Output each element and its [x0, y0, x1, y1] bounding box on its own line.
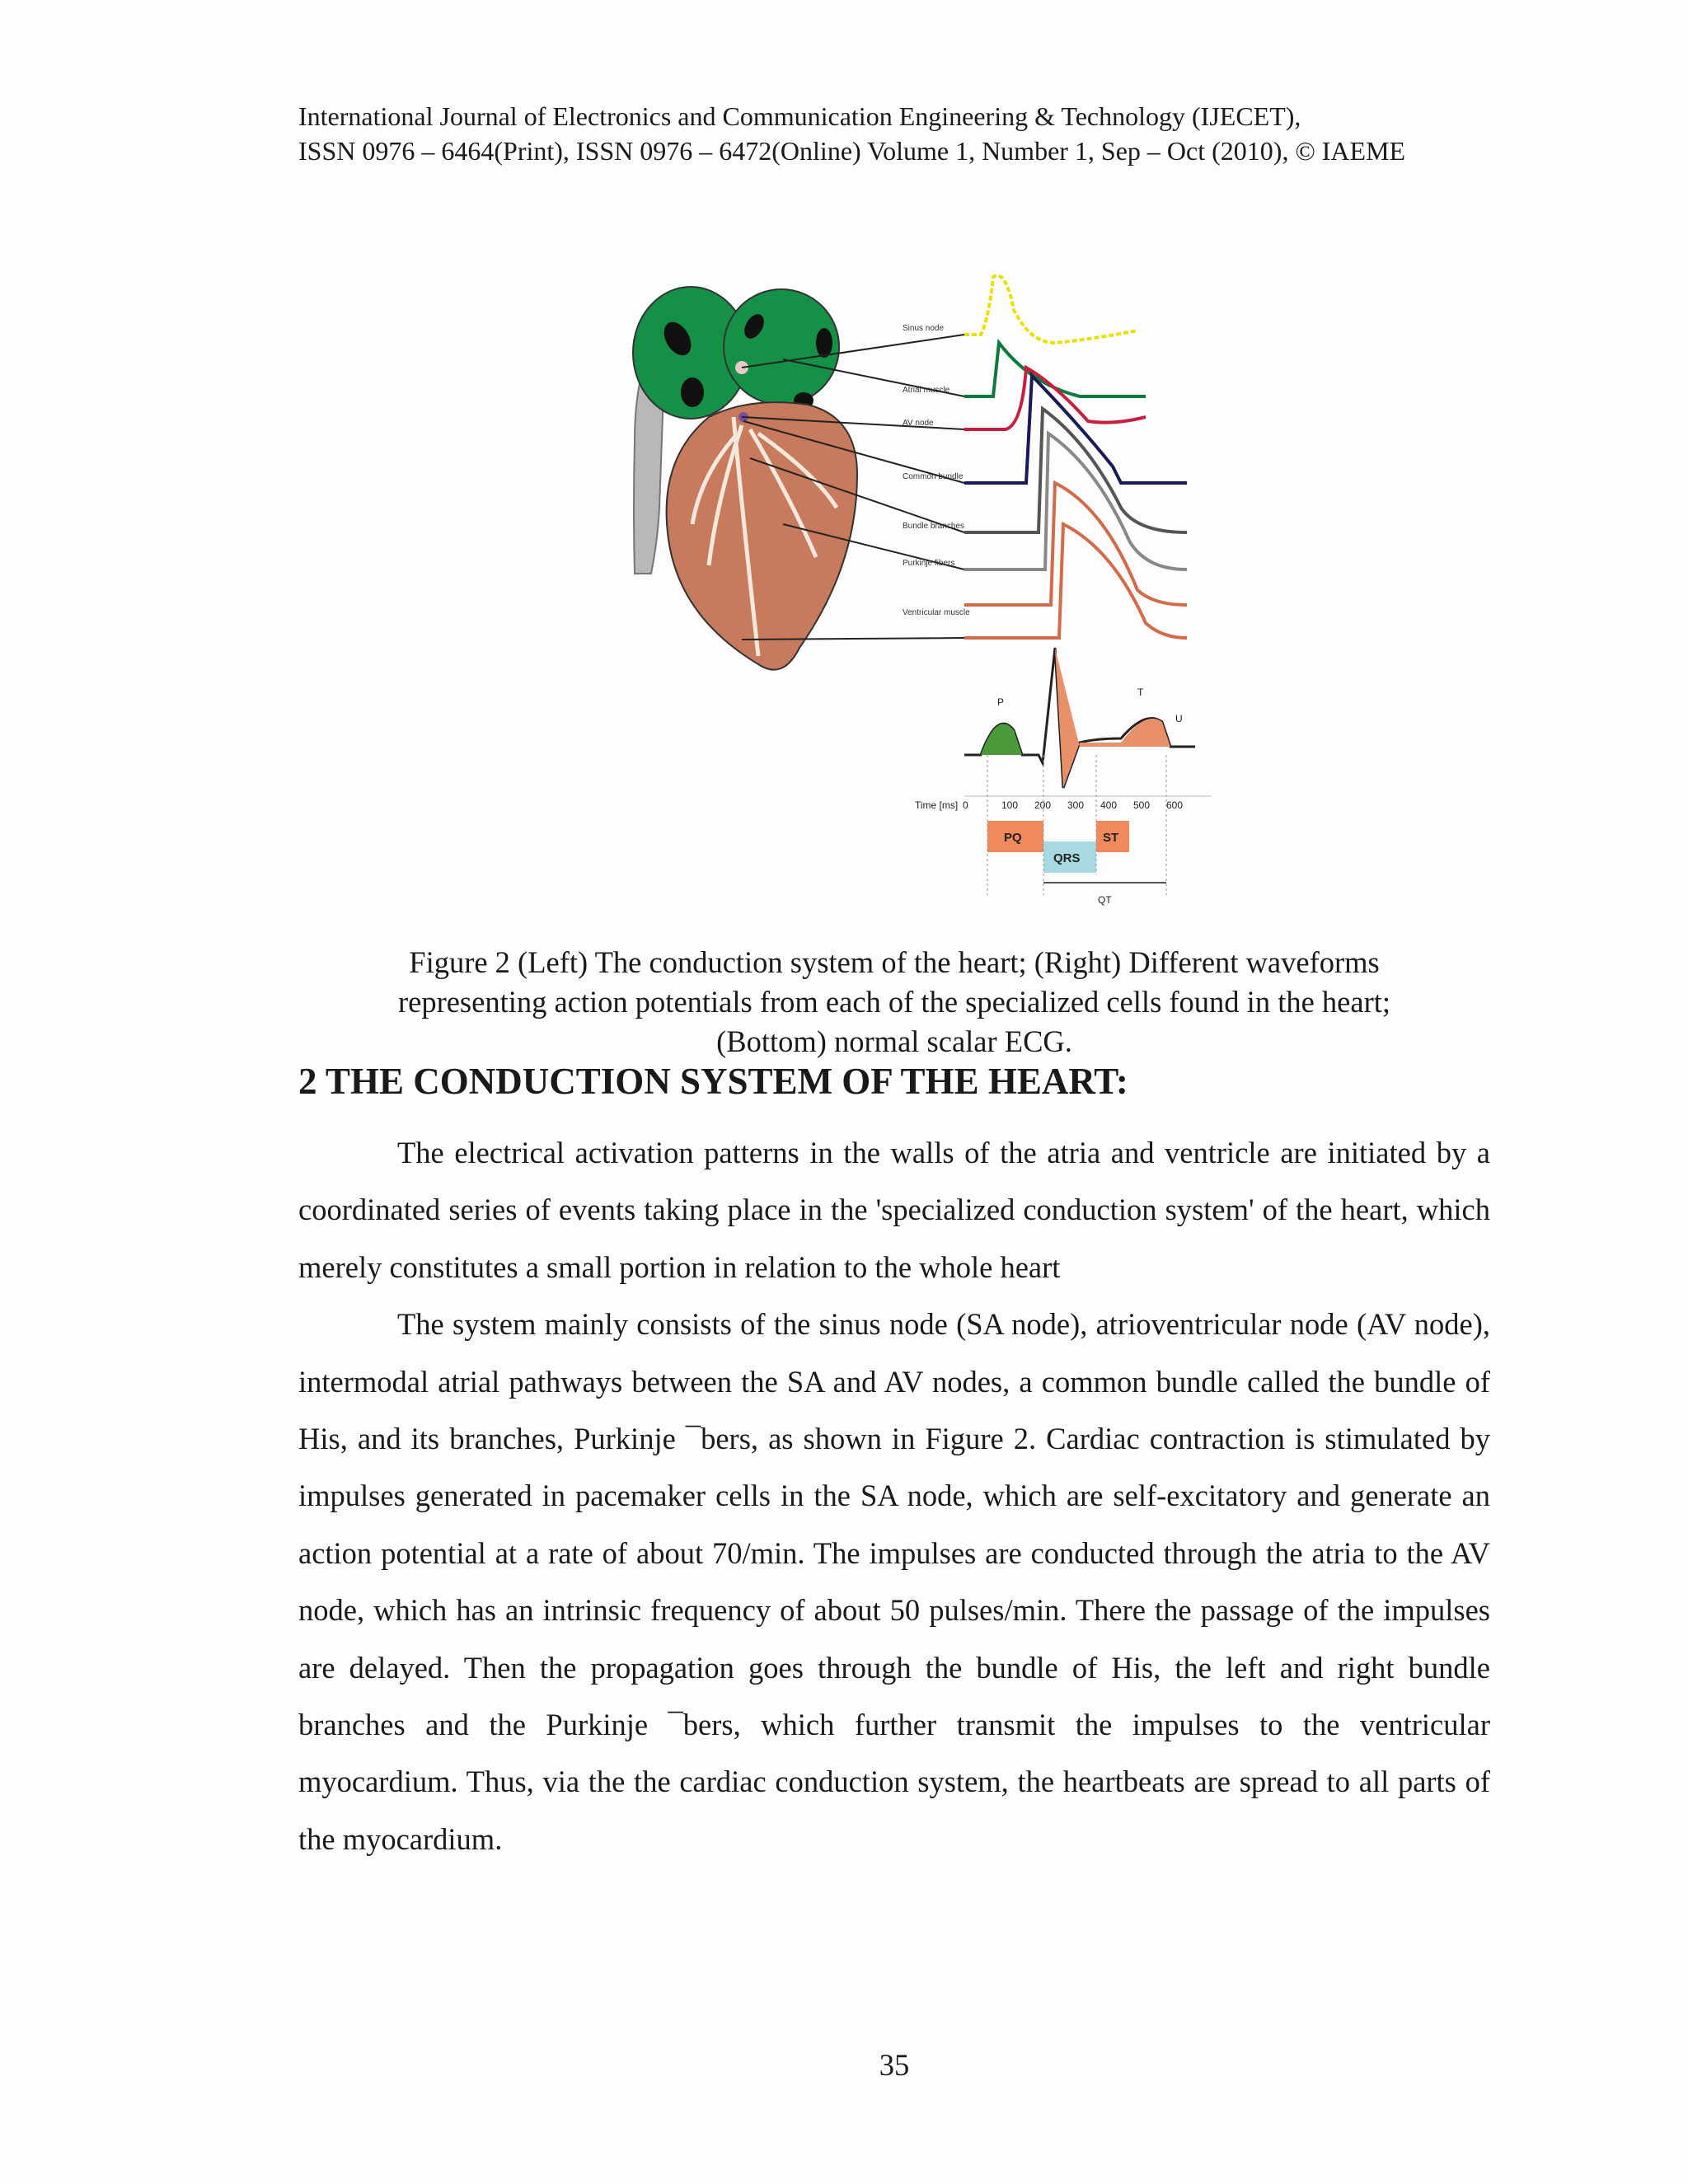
interval-qt-label: QT: [1098, 894, 1112, 906]
interval-qrs-label: QRS: [1053, 851, 1081, 865]
ecg-tick-600: 600: [1166, 799, 1184, 811]
waveform-ventricular-b: [964, 524, 1187, 638]
figure-2: [618, 260, 1212, 912]
paragraph-2: The system mainly consists of the sinus node (SA node), atrioventricular node (AV node), intermodal atrial pathways between the SA and AV nodes, a common bundle called the bundle of His, and its branches, Purkinje ¯bers, as shown in Figure 2. Cardiac contraction is stimulated by impulses generated in pacemaker cells in the SA node, which are self-excitatory and generate an action potential at a rate of about 70/min. The impulses are conducted through the atria to the AV node, which has an intrinsic frequency of about 50 pulses/min. There the passage of the impulses are delayed. Then the propagation goes through the bundle of His, the left and right bundle branches and the Purkinje ¯bers, which further transmit the impulses to the ventricular myocardium. Thus, via the the cardiac conduction system, the heartbeats are spread to all parts of the myocardium.: [298, 1307, 1490, 1856]
journal-header: [298, 99, 1405, 168]
journal-header-line1: International Journal of Electronics and Communication Engineering & Technology (IJECET),: [298, 101, 1301, 131]
waveform-labels: [903, 324, 970, 617]
wave-label-purkinje-fibers: Purkinje fibers: [903, 559, 955, 568]
caption-line1: Figure 2 (Left) The conduction system of the heart; (Right) Different waveforms: [409, 945, 1380, 979]
ecg-label-p: P: [997, 696, 1005, 708]
ecg-tick-200: 200: [1034, 799, 1052, 811]
vein-opening-2: [681, 377, 704, 407]
ecg-time-label: Time [ms]: [915, 799, 959, 811]
ecg-tick-100: 100: [1001, 799, 1019, 811]
ecg-trace: [915, 648, 1212, 906]
vein-opening-4: [816, 328, 832, 358]
paragraph-1: The electrical activation patterns in the walls of the atria and ventricle are initiated by a coordinated series of events taking place in the 'specialized conduction system' of the heart, which merely constitutes a small portion in relation to the whole heart: [298, 1136, 1490, 1284]
ecg-tick-400: 400: [1100, 799, 1118, 811]
action-potential-waveforms: [964, 275, 1187, 638]
wave-label-common-bundle: Common bundle: [903, 472, 964, 481]
waveform-bundle-branches: [964, 409, 1187, 532]
waveform-sinus-node: [964, 275, 1137, 343]
interval-pq-label: PQ: [1004, 831, 1022, 845]
wave-label-bundle-branches: Bundle branches: [903, 522, 965, 531]
wave-label-sinus-node: Sinus node: [903, 324, 945, 333]
ecg-tick-500: 500: [1133, 799, 1151, 811]
ecg-label-u: U: [1175, 713, 1183, 724]
ecg-label-t: T: [1137, 687, 1144, 698]
interval-st-label: ST: [1103, 831, 1119, 845]
ecg-tick-300: 300: [1067, 799, 1085, 811]
waveform-ventricular-a: [964, 483, 1187, 605]
journal-header-line2: ISSN 0976 – 6464(Print), ISSN 0976 – 6472(Online) Volume 1, Number 1, Sep – Oct (2010), © IAEME: [298, 136, 1406, 166]
waveform-purkinje-fibers: [964, 434, 1187, 569]
wave-label-ventricular-muscle: Ventricular muscle: [903, 608, 970, 617]
body-text: [298, 1124, 1490, 1868]
ecg-tick-0: 0: [963, 799, 968, 811]
figure-2-svg: [618, 260, 1212, 912]
figure-caption: [298, 943, 1490, 1062]
wave-label-atrial-muscle: Atrial muscle: [903, 386, 950, 395]
caption-line3: (Bottom) normal scalar ECG.: [716, 1024, 1072, 1058]
ecg-line: [964, 648, 1195, 788]
section-heading: 2 THE CONDUCTION SYSTEM OF THE HEART:: [298, 1061, 1128, 1102]
page-number: 35: [879, 2048, 910, 2082]
caption-line2: representing action potentials from each of the specialized cells found in the heart;: [397, 985, 1391, 1019]
wave-label-av-node: AV node: [903, 419, 934, 428]
